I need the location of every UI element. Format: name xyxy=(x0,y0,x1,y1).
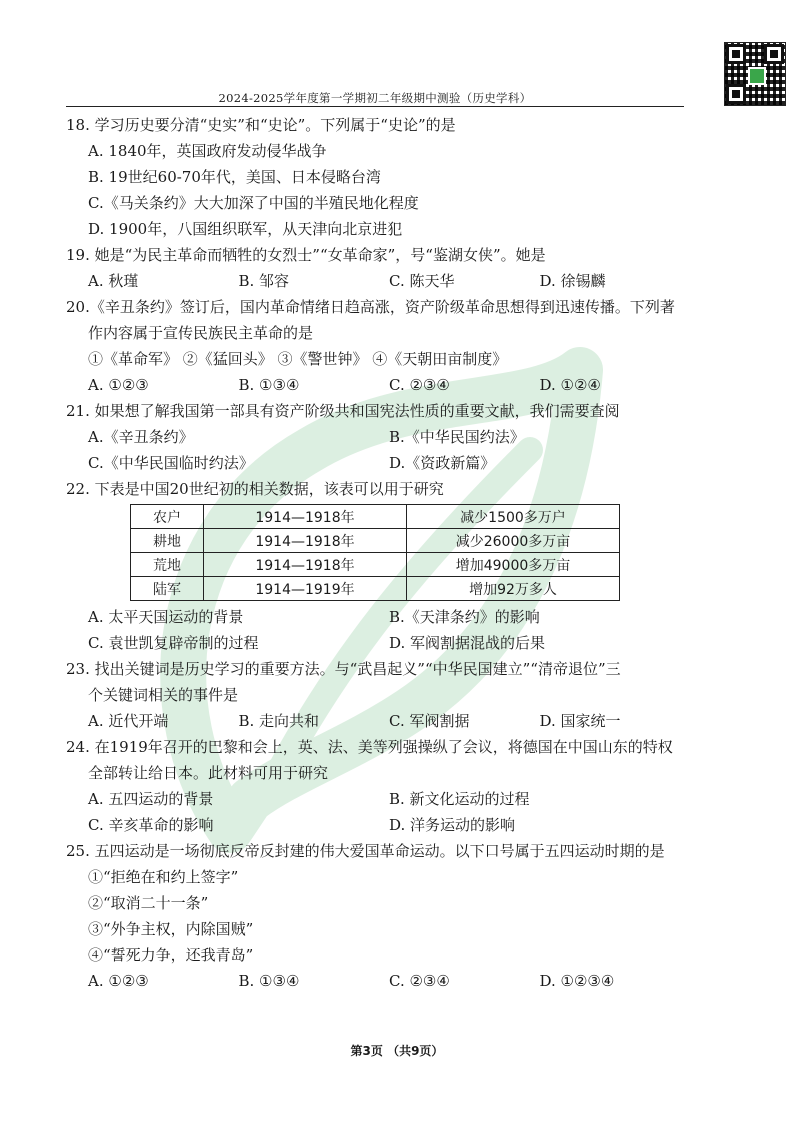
q19-option-a: A. 秋瑾 xyxy=(88,272,139,290)
q25-item-1: ①“拒绝在和约上签字” xyxy=(88,868,239,886)
table-row xyxy=(131,505,620,529)
qr-finder-icon xyxy=(726,44,746,64)
question-20-stem: 20.《辛丑条约》签订后，国内革命情绪日趋高涨，资产阶级革命思想得到迅速传播。下列著 xyxy=(66,298,675,316)
question-25-stem: 25. 五四运动是一场彻底反帝反封建的伟大爱国革命运动。以下口号属于五四运动时期的是 xyxy=(66,842,665,860)
q19-option-c: C. 陈天华 xyxy=(389,272,455,290)
table-row xyxy=(131,529,620,553)
q18-option-d: D. 1900年，八国组织联军，从天津向北京进犯 xyxy=(88,220,403,238)
q22-data-table xyxy=(130,504,620,601)
q22-options-cd xyxy=(66,630,690,656)
q22-option-a: A. 太平天国运动的背景 xyxy=(88,608,244,626)
q23-options xyxy=(66,708,690,734)
q22-option-d: D. 军阀割据混战的后果 xyxy=(389,634,546,652)
table-cell: 陆军 xyxy=(131,577,204,601)
question-22-stem: 22. 下表是中国20世纪初的相关数据，该表可以用于研究 xyxy=(66,480,444,498)
question-23-stem-cont: 个关键词相关的事件是 xyxy=(88,686,239,704)
q18-option-c: C.《马关条约》大大加深了中国的半殖民地化程度 xyxy=(88,194,419,212)
q25-option-d: D. ①②③④ xyxy=(539,972,615,990)
q20-options xyxy=(66,372,690,398)
q23-option-b: B. 走向共和 xyxy=(238,712,320,730)
page-footer: 第3页 （共9页） xyxy=(350,1044,444,1058)
question-21-stem: 21. 如果想了解我国第一部具有资产阶级共和国宪法性质的重要文献，我们需要查阅 xyxy=(66,402,620,420)
q23-option-c: C. 军阀割据 xyxy=(389,712,470,730)
q25-item-3: ③“外争主权，内除国贼” xyxy=(88,920,254,938)
q25-options xyxy=(66,968,690,994)
q22-options-ab xyxy=(66,604,690,630)
q18-option-a: A. 1840年，英国政府发动侵华战争 xyxy=(88,142,327,160)
q25-item-2: ②“取消二十一条” xyxy=(88,894,209,912)
q25-item-4: ④“誓死力争，还我青岛” xyxy=(88,946,254,964)
q21-option-a: A.《辛丑条约》 xyxy=(88,428,194,446)
table-cell: 增加49000多万亩 xyxy=(407,553,620,577)
q21-option-c: C.《中华民国临时约法》 xyxy=(88,454,254,472)
table-cell: 1914—1919年 xyxy=(204,577,407,601)
q25-option-c: C. ②③④ xyxy=(389,972,450,990)
q24-option-c: C. 辛亥革命的影响 xyxy=(88,816,214,834)
q21-options-ab xyxy=(66,424,690,450)
question-23-stem: 23. 找出关键词是历史学习的重要方法。与“武昌起义”“中华民国建立”“清帝退位”三 xyxy=(66,660,621,678)
table-cell: 增加92万多人 xyxy=(407,577,620,601)
qr-finder-icon xyxy=(764,44,784,64)
q23-option-a: A. 近代开端 xyxy=(88,712,169,730)
q20-option-c: C. ②③④ xyxy=(389,376,450,394)
question-list xyxy=(66,112,690,994)
qr-logo-icon xyxy=(748,67,766,85)
q19-option-d: D. 徐锡麟 xyxy=(539,272,606,290)
q18-option-b: B. 19世纪60-70年代，美国、日本侵略台湾 xyxy=(88,168,381,186)
q21-options-cd xyxy=(66,450,690,476)
table-cell: 1914—1918年 xyxy=(204,529,407,553)
table-cell: 耕地 xyxy=(131,529,204,553)
question-19-stem: 19. 她是“为民主革命而牺牲的女烈士”“女革命家”，号“鉴湖女侠”。她是 xyxy=(66,246,546,264)
question-20-stem-cont: 作内容属于宣传民族民主革命的是 xyxy=(88,324,314,342)
table-cell: 荒地 xyxy=(131,553,204,577)
q19-options xyxy=(66,268,690,294)
q20-items: ①《革命军》 ②《猛回头》 ③《警世钟》 ④《天朝田亩制度》 xyxy=(88,350,508,368)
q22-option-b: B.《天津条约》的影响 xyxy=(389,608,540,626)
question-18-stem: 18. 学习历史要分清“史实”和“史论”。下列属于“史论”的是 xyxy=(66,116,456,134)
q20-option-d: D. ①②④ xyxy=(539,376,601,394)
q21-option-b: B.《中华民国约法》 xyxy=(389,428,525,446)
header-rule xyxy=(66,106,684,107)
q24-option-a: A. 五四运动的背景 xyxy=(88,790,214,808)
table-cell: 农户 xyxy=(131,505,204,529)
table-cell: 减少1500多万户 xyxy=(407,505,620,529)
q19-option-b: B. 邹容 xyxy=(238,272,290,290)
q20-option-b: B. ①③④ xyxy=(238,376,300,394)
q24-options-cd xyxy=(66,812,690,838)
table-row xyxy=(131,577,620,601)
question-24-stem: 24. 在1919年召开的巴黎和会上，英、法、美等列强操纵了会议，将德国在中国山东的特权 xyxy=(66,738,673,756)
q24-option-b: B. 新文化运动的过程 xyxy=(389,790,530,808)
question-24-stem-cont: 全部转让给日本。此材料可用于研究 xyxy=(88,764,329,782)
table-row xyxy=(131,553,620,577)
q25-option-a: A. ①②③ xyxy=(88,972,149,990)
table-cell: 1914—1918年 xyxy=(204,553,407,577)
q24-options-ab xyxy=(66,786,690,812)
q20-option-a: A. ①②③ xyxy=(88,376,149,394)
table-cell: 减少26000多万亩 xyxy=(407,529,620,553)
q22-option-c: C. 袁世凯复辟帝制的过程 xyxy=(88,634,259,652)
q25-option-b: B. ①③④ xyxy=(238,972,300,990)
table-cell: 1914—1918年 xyxy=(204,505,407,529)
q24-option-d: D. 洋务运动的影响 xyxy=(389,816,516,834)
qr-code-icon xyxy=(724,42,786,106)
q23-option-d: D. 国家统一 xyxy=(539,712,621,730)
q21-option-d: D.《资政新篇》 xyxy=(389,454,496,472)
page-header: 2024-2025学年度第一学期初二年级期中测验（历史学科） xyxy=(218,91,532,105)
qr-finder-icon xyxy=(726,84,746,104)
